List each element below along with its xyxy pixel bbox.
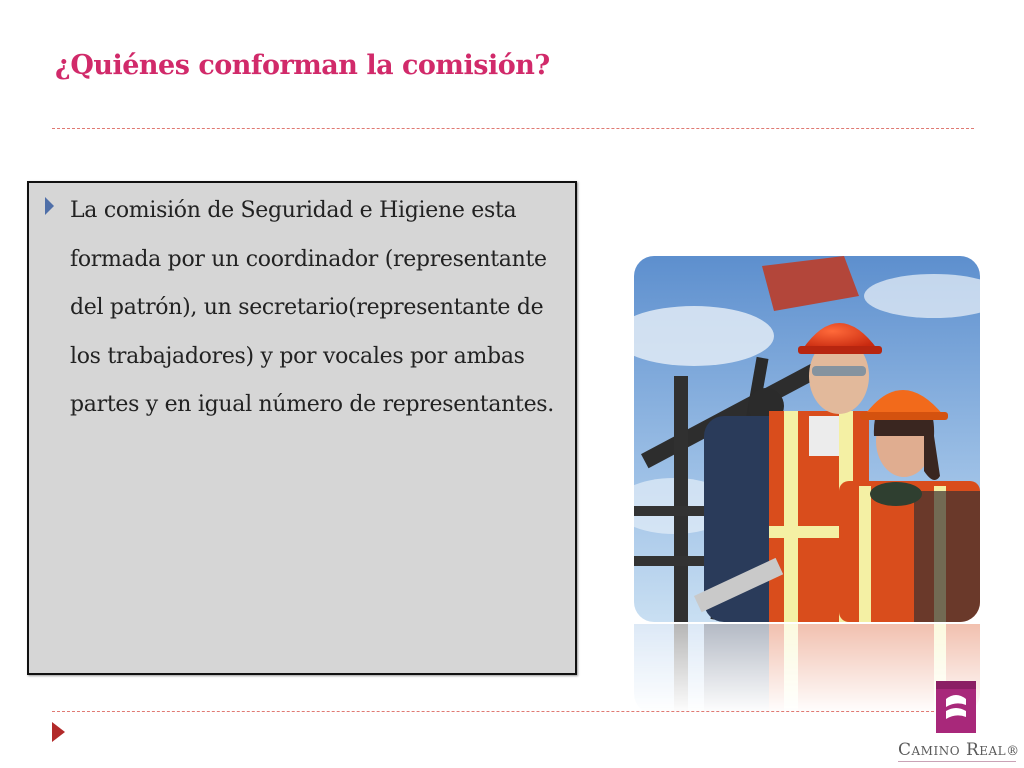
bullet-arrow-icon [45,197,54,215]
bullet-text: La comisión de Seguridad e Higiene esta formada por un coordinador (representante del patrón), un secretario(representante de los trabajadores) y por vocales por ambas partes y en igual número de representantes. [70,198,554,417]
next-slide-icon[interactable] [52,722,65,742]
logo-underline [898,761,1016,762]
content-box [27,181,577,675]
logo-text [898,740,1020,760]
top-divider [52,128,974,129]
slide-title: ¿Quiénes conforman la comisión? [55,50,550,81]
workers-photo-reflection [634,624,980,714]
workers-photo [634,256,980,622]
bottom-divider [52,711,974,712]
logo-registered: ® [1006,744,1020,759]
logo-name: Camino Real [898,740,1007,760]
workers-photo-image [634,256,980,622]
camino-real-logo-icon [936,681,976,733]
